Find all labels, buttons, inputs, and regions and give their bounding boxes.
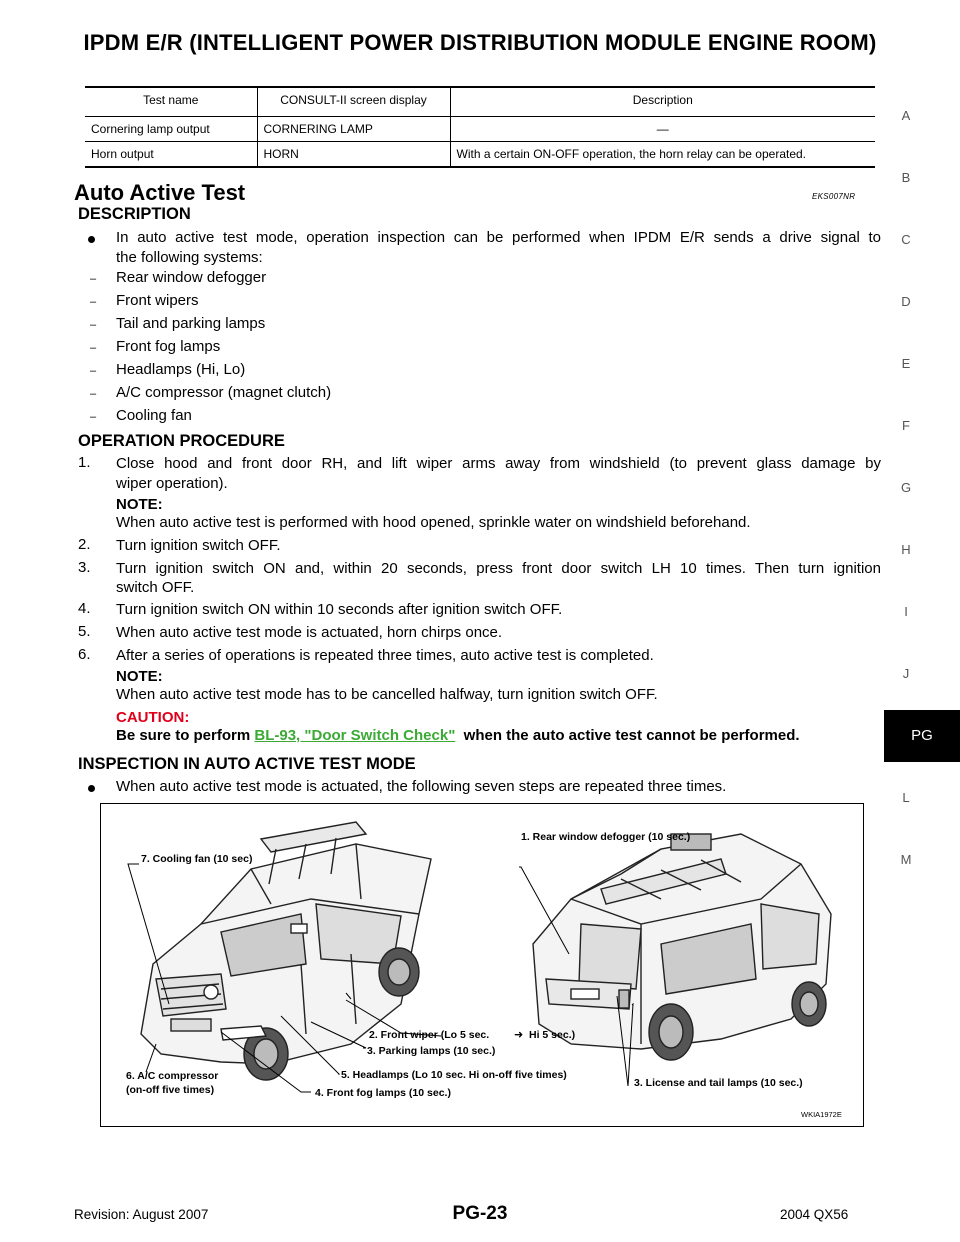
table-row [85, 117, 875, 142]
system-item: Headlamps (Hi, Lo) [116, 361, 246, 378]
system-item: Front fog lamps [116, 338, 221, 355]
step1-line1: Close hood and front door RH, and lift wiper arms away from windshield (to prevent glass damage by [116, 455, 881, 472]
side-index-d[interactable]: D [901, 294, 911, 309]
dash-icon: – [90, 342, 97, 354]
vehicle-illustration-figure [100, 803, 864, 1127]
side-index-b[interactable]: B [901, 170, 911, 185]
figure-code: WKIA1972E [801, 1110, 842, 1119]
caution-text [116, 727, 800, 744]
dash-icon: – [90, 388, 97, 400]
table-row [85, 142, 875, 168]
step-number: 5. [78, 623, 91, 640]
side-index-h[interactable]: H [901, 542, 911, 557]
description-bullet-line2: the following systems: [116, 249, 263, 266]
side-index-f[interactable]: F [902, 418, 910, 433]
footer-page-number: PG-23 [452, 1203, 508, 1224]
table-cell: — [450, 117, 875, 142]
note-text: When auto active test mode has to be cancelled halfway, turn ignition switch OFF. [116, 686, 658, 703]
bullet-icon [88, 785, 95, 792]
side-index-j[interactable]: J [902, 666, 910, 681]
vehicle-illustration [101, 804, 863, 1126]
section-title: Auto Active Test [74, 180, 246, 205]
dash-icon: – [90, 319, 97, 331]
table-header-row [85, 87, 875, 117]
rear-window-defogger-label: 1. Rear window defogger (10 sec.) [521, 831, 691, 843]
side-index [884, 0, 960, 1242]
side-index-pg-active[interactable]: PG [884, 710, 960, 762]
table-cell: HORN [257, 142, 450, 168]
step-number: 2. [78, 536, 91, 553]
step-number: 1. [78, 454, 91, 471]
footer-revision: Revision: August 2007 [74, 1207, 209, 1222]
ac-compressor-label: 6. A/C compressor [126, 1070, 219, 1082]
step-number: 6. [78, 646, 91, 663]
step1-line2: wiper operation). [116, 475, 228, 492]
page-header-title: IPDM E/R (INTELLIGENT POWER DISTRIBUTION MODULE ENGINE ROOM) [83, 30, 877, 55]
inspection-bullet: When auto active test mode is actuated, the following seven steps are repeated three times. [116, 778, 727, 795]
step5-text: When auto active test mode is actuated, horn chirps once. [116, 624, 503, 641]
table-cell: With a certain ON-OFF operation, the horn relay can be operated. [450, 142, 875, 168]
procedure-heading: OPERATION PROCEDURE [78, 432, 285, 450]
description-bullet-line1: In auto active test mode, operation inspection can be performed when IPDM E/R sends a drive signal to [116, 229, 881, 246]
side-index-l[interactable]: L [902, 790, 910, 805]
section-code: EKS007NR [812, 192, 856, 201]
front-wiper-label-a: 2. Front wiper (Lo 5 sec. [369, 1029, 490, 1041]
step-number: 4. [78, 600, 91, 617]
step6-text: After a series of operations is repeated three times, auto active test is completed. [116, 647, 654, 664]
table-header-cell: Test name [85, 87, 257, 117]
side-index-i[interactable]: I [904, 604, 908, 619]
front-wiper-label-b: Hi 5 sec.) [529, 1029, 576, 1041]
side-index-a[interactable]: A [901, 108, 911, 123]
table-cell: CORNERING LAMP [257, 117, 450, 142]
headlamps-label: 5. Headlamps (Lo 10 sec. Hi on-off five times) [341, 1069, 567, 1081]
footer-model: 2004 QX56 [780, 1207, 849, 1222]
cooling-fan-label: 7. Cooling fan (10 sec) [141, 853, 253, 865]
parking-lamps-label: 3. Parking lamps (10 sec.) [367, 1045, 496, 1057]
note-label: NOTE: [116, 668, 163, 685]
step3-line1: Turn ignition switch ON and, within 20 seconds, press front door switch LH 10 times. Then turn ignition [116, 560, 881, 577]
description-heading: DESCRIPTION [78, 205, 191, 223]
note-label: NOTE: [116, 496, 163, 513]
inspection-heading: INSPECTION IN AUTO ACTIVE TEST MODE [78, 755, 416, 773]
system-item: Cooling fan [116, 407, 192, 424]
caution-label: CAUTION: [116, 709, 190, 726]
door-switch-check-link[interactable]: BL-93, "Door Switch Check" [254, 727, 456, 744]
front-fog-lamps-label: 4. Front fog lamps (10 sec.) [315, 1087, 451, 1099]
dash-icon: – [90, 273, 97, 285]
caution-text-pre: Be sure to perform [116, 727, 255, 744]
table-cell: Horn output [85, 142, 257, 168]
side-index-c[interactable]: C [901, 232, 911, 247]
ac-compressor-label-line2: (on-off five times) [126, 1084, 215, 1096]
table-header-cell: CONSULT-II screen display [257, 87, 450, 117]
dash-icon: – [90, 296, 97, 308]
license-tail-lamps-label: 3. License and tail lamps (10 sec.) [634, 1077, 803, 1089]
side-index-g[interactable]: G [900, 480, 912, 495]
side-index-m[interactable]: M [900, 852, 912, 867]
step4-text: Turn ignition switch ON within 10 seconds after ignition switch OFF. [116, 601, 563, 618]
test-item-table [85, 86, 875, 168]
arrow-right-icon: ➜ [514, 1028, 524, 1041]
bullet-icon [88, 236, 95, 243]
step2-text: Turn ignition switch OFF. [116, 537, 281, 554]
note-text: When auto active test is performed with hood opened, sprinkle water on windshield beforehand. [116, 514, 751, 531]
caution-text-post: when the auto active test cannot be performed. [455, 727, 800, 744]
system-item: Front wipers [116, 292, 199, 309]
system-item: Rear window defogger [116, 269, 267, 286]
dash-icon: – [90, 365, 97, 377]
system-item: Tail and parking lamps [116, 315, 266, 332]
step-number: 3. [78, 559, 91, 576]
rear-vehicle-drawing [533, 834, 831, 1060]
step3-line2: switch OFF. [116, 579, 195, 596]
side-index-e[interactable]: E [901, 356, 911, 371]
table-cell: Cornering lamp output [85, 117, 257, 142]
dash-icon: – [90, 411, 97, 423]
system-item: A/C compressor (magnet clutch) [116, 384, 332, 401]
table-header-cell: Description [450, 87, 875, 117]
